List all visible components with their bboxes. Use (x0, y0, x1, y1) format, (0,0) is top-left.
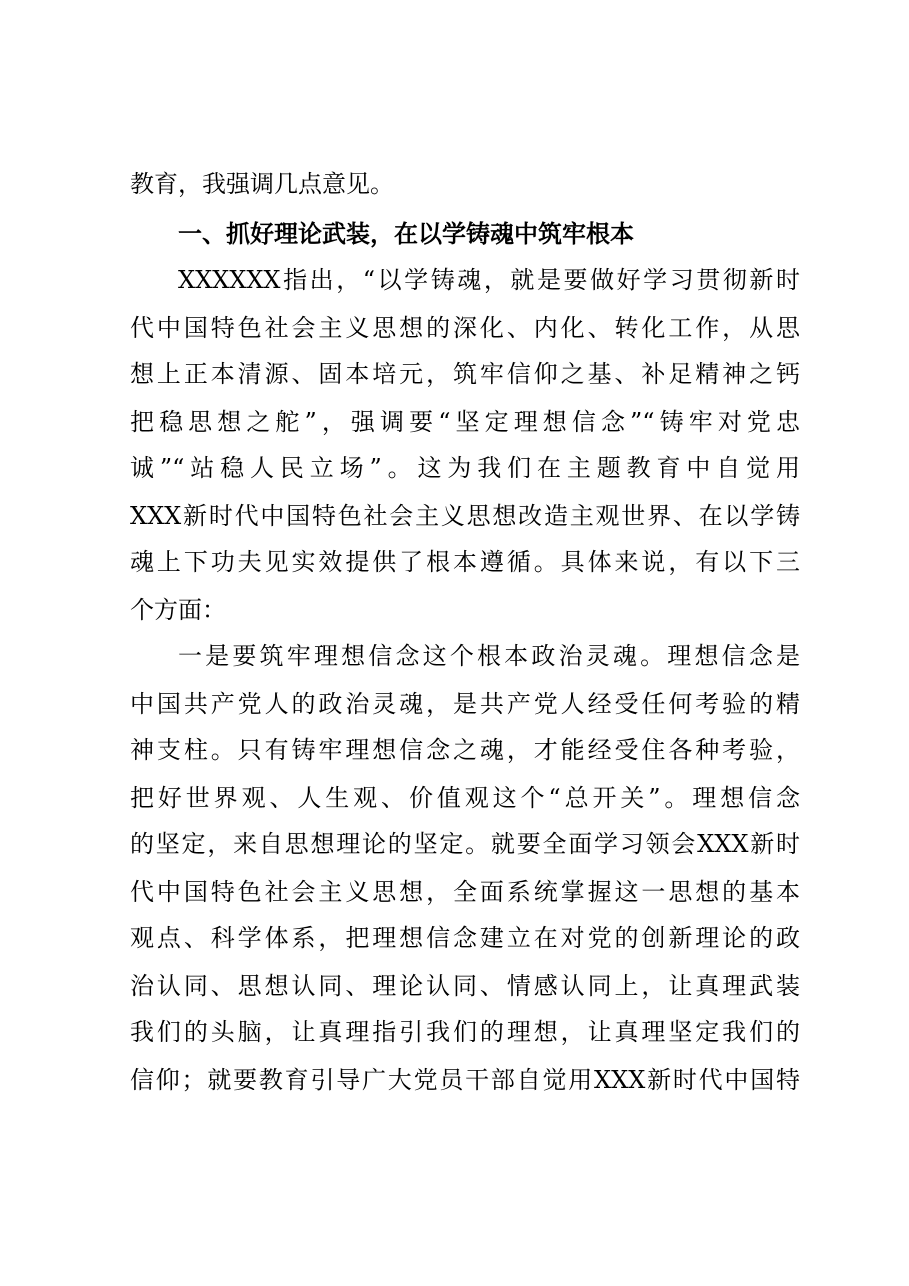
text-line: 治认同、思想认同、理论认同、情感认同上，让真理武装 (130, 972, 800, 1000)
text-line: 的坚定，来自思想理论的坚定。就要全面学习领会XXX新时 (130, 830, 800, 858)
text-line: 代中国特色社会主义思想的深化、内化、转化工作，从思 (130, 314, 800, 342)
text-line: 诚”“站稳人民立场”。这为我们在主题教育中自觉用 (130, 454, 800, 482)
text-line: 想上正本清源、固本培元，筑牢信仰之基、补足精神之钙 (130, 360, 800, 388)
text-line: 代中国特色社会主义思想，全面系统掌握这一思想的基本 (130, 878, 800, 906)
section-heading: 一、抓好理论武装，在以学铸魂中筑牢根本 (178, 220, 634, 248)
text-line: 我们的头脑，让真理指引我们的理想，让真理坚定我们的 (130, 1018, 800, 1046)
text-line: 把好世界观、人生观、价值观这个“总开关”。理想信念 (130, 784, 800, 812)
text-line: 一是要筑牢理想信念这个根本政治灵魂。理想信念是 (178, 642, 800, 670)
text-line: 把稳思想之舵”，强调要“坚定理想信念”“铸牢对党忠 (130, 408, 800, 436)
text-line: 个方面： (130, 596, 226, 624)
text-line: 观点、科学体系，把理想信念建立在对党的创新理论的政 (130, 924, 800, 952)
text-line: XXXXXX指出，“以学铸魂，就是要做好学习贯彻新时 (178, 266, 800, 294)
text-line: 神支柱。只有铸牢理想信念之魂，才能经受住各种考验， (130, 736, 800, 764)
text-line: 教育，我强调几点意见。 (130, 170, 394, 198)
text-line: 中国共产党人的政治灵魂，是共产党人经受任何考验的精 (130, 690, 800, 718)
text-line: 魂上下功夫见实效提供了根本遵循。具体来说，有以下三 (130, 548, 800, 576)
text-line: 信仰；就要教育引导广大党员干部自觉用XXX新时代中国特 (130, 1066, 800, 1094)
text-line: XXX新时代中国特色社会主义思想改造主观世界、在以学铸 (130, 502, 800, 530)
